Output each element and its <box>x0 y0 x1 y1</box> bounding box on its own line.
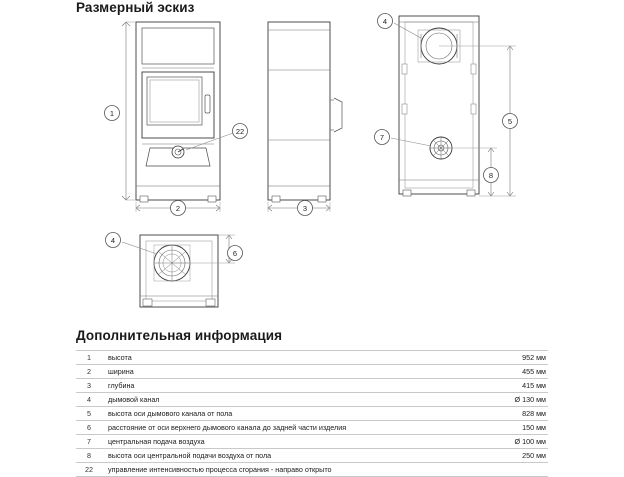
callout-1-label: 1 <box>109 108 115 118</box>
table-body <box>76 351 548 477</box>
callout-7 <box>375 130 390 145</box>
row-value: Ø 130 мм <box>489 393 548 407</box>
section-title-additional-info: Дополнительная информация <box>76 328 283 343</box>
table-row <box>76 351 548 365</box>
table-row <box>76 463 548 477</box>
row-name: центральная подача воздуха <box>102 435 489 449</box>
row-value: 828 мм <box>489 407 548 421</box>
callout-3 <box>298 201 313 216</box>
row-value: Ø 100 мм <box>489 435 548 449</box>
callout-3-label: 3 <box>302 203 308 213</box>
row-name: ширина <box>102 365 489 379</box>
row-value <box>489 463 548 477</box>
row-number: 6 <box>76 421 102 435</box>
table-row <box>76 421 548 435</box>
table-row <box>76 407 548 421</box>
row-value: 415 мм <box>489 379 548 393</box>
row-number: 1 <box>76 351 102 365</box>
callout-1 <box>105 106 120 121</box>
row-value: 455 мм <box>489 365 548 379</box>
row-value: 250 мм <box>489 449 548 463</box>
row-name: высота оси дымового канала от пола <box>102 407 489 421</box>
callout-4-bottom-label: 4 <box>110 235 116 245</box>
row-name: глубина <box>102 379 489 393</box>
specification-table <box>76 350 548 477</box>
callout-6-label: 6 <box>232 248 238 258</box>
callout-8 <box>484 168 499 183</box>
table-row <box>76 379 548 393</box>
row-number: 4 <box>76 393 102 407</box>
row-value: 150 мм <box>489 421 548 435</box>
page-title: Размерный эскиз <box>76 0 195 15</box>
table-row <box>76 365 548 379</box>
row-number: 3 <box>76 379 102 393</box>
row-name: высота оси центральной подачи воздуха от пола <box>102 449 489 463</box>
row-number: 22 <box>76 463 102 477</box>
table-row <box>76 393 548 407</box>
row-number: 5 <box>76 407 102 421</box>
row-name: высота <box>102 351 489 365</box>
callout-4-top <box>378 14 393 29</box>
callout-5-label: 5 <box>507 116 513 126</box>
callout-4-top-label: 4 <box>382 16 388 26</box>
row-number: 8 <box>76 449 102 463</box>
row-number: 7 <box>76 435 102 449</box>
callout-6 <box>228 246 243 261</box>
callout-5 <box>503 114 518 129</box>
callout-4-bottom <box>106 233 121 248</box>
callout-2 <box>171 201 186 216</box>
row-name: дымовой канал <box>102 393 489 407</box>
table-row <box>76 435 548 449</box>
callout-22-label: 22 <box>235 126 245 136</box>
table-row <box>76 449 548 463</box>
callout-2-label: 2 <box>175 203 181 213</box>
callout-22 <box>233 124 248 139</box>
row-name: расстояние от оси верхнего дымового канала до задней части изделия <box>102 421 489 435</box>
row-value: 952 мм <box>489 351 548 365</box>
callout-7-label: 7 <box>379 132 385 142</box>
row-name: управление интенсивностью процесса сгорания - направо открыто <box>102 463 489 477</box>
row-number: 2 <box>76 365 102 379</box>
callout-8-label: 8 <box>488 170 494 180</box>
